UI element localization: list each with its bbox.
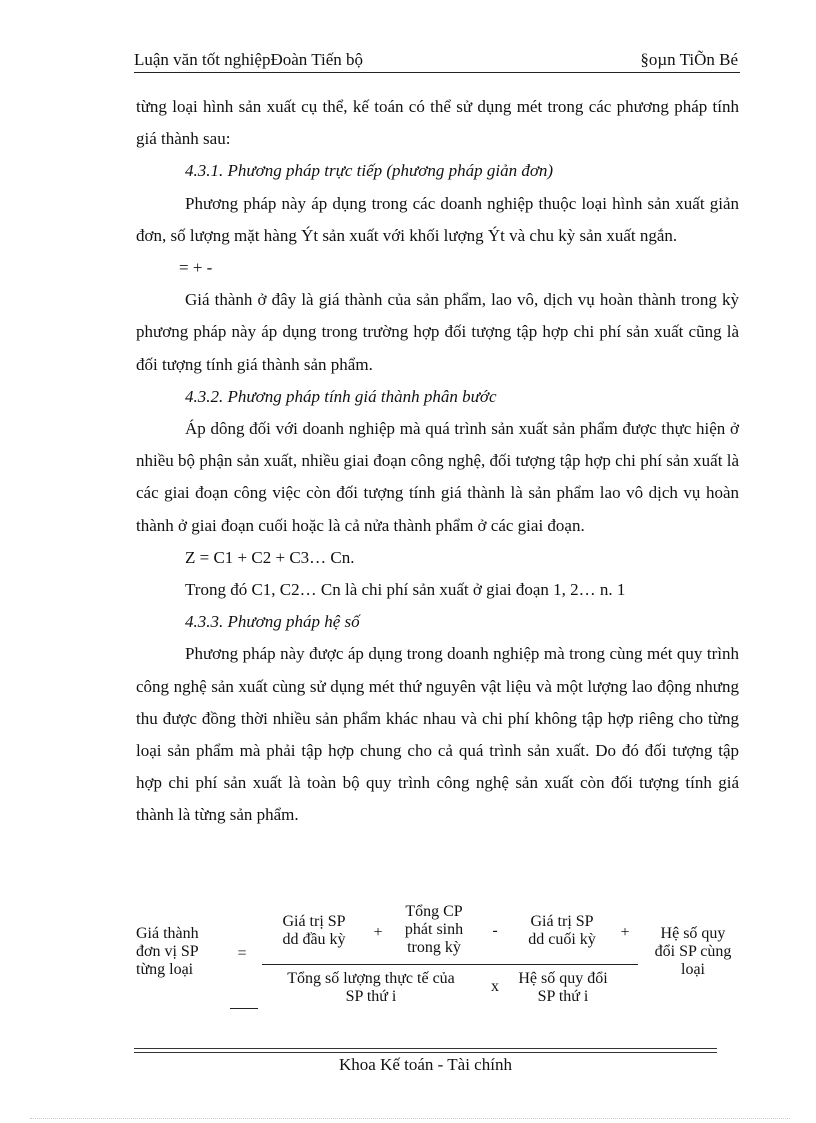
equation-minus: - xyxy=(492,922,498,939)
paragraph: Giá thành ở đây là giá thành của sản phẩm, lao vô, dịch vụ hoàn thành trong kỳ phương pháp này áp dụng trong trường hợp đối tượng tập hợp chi phí sản xuất cũng là đối tượng tính giá thành sản phẩm. xyxy=(136,290,739,374)
equation-text: Tổng số lượng thực tế của xyxy=(287,970,455,987)
page-footer: Khoa Kế toán - Tài chính xyxy=(339,1055,512,1074)
equation-text: từng loại xyxy=(136,961,194,978)
equation-equals: = xyxy=(237,945,247,962)
header-left-title: Luận văn tốt nghiệpĐoàn Tiến bộ xyxy=(134,50,364,69)
paragraph: Áp dông đối với doanh nghiệp mà quá trình sản xuất sản phẩm được thực hiện ở nhiều bộ phận sản xuất, nhiều giai đoạn công nghệ, đối tượng tập hợp chi phí sản xuất là các giai đoạn công việc còn đối tượng tính giá thành là sản phẩm lao vô dịch vụ hoàn thành ở giai đoạn cuối hoặc là cả nửa thành phẩm ở các giai đoạn. xyxy=(136,419,739,535)
equation-times: x xyxy=(491,978,499,995)
footer-rule xyxy=(134,1048,717,1049)
paragraph: Phương pháp này áp dụng trong các doanh nghiệp thuộc loại hình sản xuất giản đơn, số lượng mặt hàng Ýt sản xuất với khối lượng Ýt và chu kỳ sản xuất ngắn. xyxy=(136,193,739,245)
paragraph: từng loại hình sản xuất cụ thể, kế toán có thể sử dụng mét trong các phương pháp tính giá thành sau: xyxy=(136,97,739,149)
section-heading-4-3-2: 4.3.2. Phương pháp tính giá thành phân bước xyxy=(185,386,497,406)
page-header xyxy=(134,48,740,73)
equation-text: SP thứ i xyxy=(345,988,397,1005)
section-heading-4-3-3: 4.3.3. Phương pháp hệ số xyxy=(185,612,360,632)
section-heading-4-3-1: 4.3.1. Phương pháp trực tiếp (phương pháp giản đơn) xyxy=(185,161,554,181)
paragraph: Trong đó C1, C2… Cn là chi phí sản xuất ở giai đoạn 1, 2… n. 1 xyxy=(185,580,626,600)
equation-text: trong kỳ xyxy=(407,939,461,956)
equation-text: đơn vị SP xyxy=(136,943,199,960)
equation-text: Tổng CP xyxy=(405,903,463,920)
header-right-author: §oµn TiÕn Bé xyxy=(640,50,738,69)
equation-plus: + xyxy=(620,924,630,941)
equation-text: Giá trị SP xyxy=(282,913,346,930)
denominator-term-b xyxy=(514,970,612,1006)
equation-lhs xyxy=(136,925,216,979)
equation-text: Giá trị SP xyxy=(530,913,594,930)
numerator-term-a xyxy=(268,913,360,949)
equation-underline xyxy=(230,1008,258,1009)
numerator-term-b xyxy=(392,903,476,957)
page-edge-divider xyxy=(30,1118,790,1119)
equation-text: Giá thành xyxy=(136,925,199,942)
footer-rule xyxy=(134,1052,717,1053)
equation-plus: + xyxy=(373,924,383,941)
equation-text: Hệ số quy đổi xyxy=(518,970,608,987)
formula-line: Z = C1 + C2 + C3… Cn. xyxy=(185,547,355,567)
fraction-bar xyxy=(262,964,638,965)
formula-line: = + - xyxy=(179,258,213,278)
equation-text: dd cuối kỳ xyxy=(528,931,596,948)
equation-text: Hệ số quy xyxy=(660,925,726,942)
equation-text: dd đầu kỳ xyxy=(282,931,346,948)
equation-text: loại xyxy=(681,961,705,978)
body-text xyxy=(136,91,739,832)
denominator-term-a xyxy=(262,970,480,1006)
numerator-term-c xyxy=(514,913,610,949)
equation-text: SP thứ i xyxy=(537,988,589,1005)
paragraph: Phương pháp này được áp dụng trong doanh nghiệp mà trong cùng mét quy trình công nghệ sản xuất cùng sử dụng mét thứ nguyên vật liệu và một lượng lao động nhưng thu được đồng thời nhiều sản phẩm khác nhau và chi phí không tập hợp riêng cho từng loại sản phẩm mà phải tập hợp chung cho cả quá trình sản xuất. Do đó đối tượng tập hợp chi phí sản xuất là toàn bộ quy trình công nghệ sản xuất còn đối tượng tính giá thành là từng sản phẩm. xyxy=(136,644,739,825)
equation-text: đổi SP cùng xyxy=(654,943,732,960)
equation-text: phát sinh xyxy=(404,921,464,938)
coefficient-term xyxy=(640,925,746,979)
